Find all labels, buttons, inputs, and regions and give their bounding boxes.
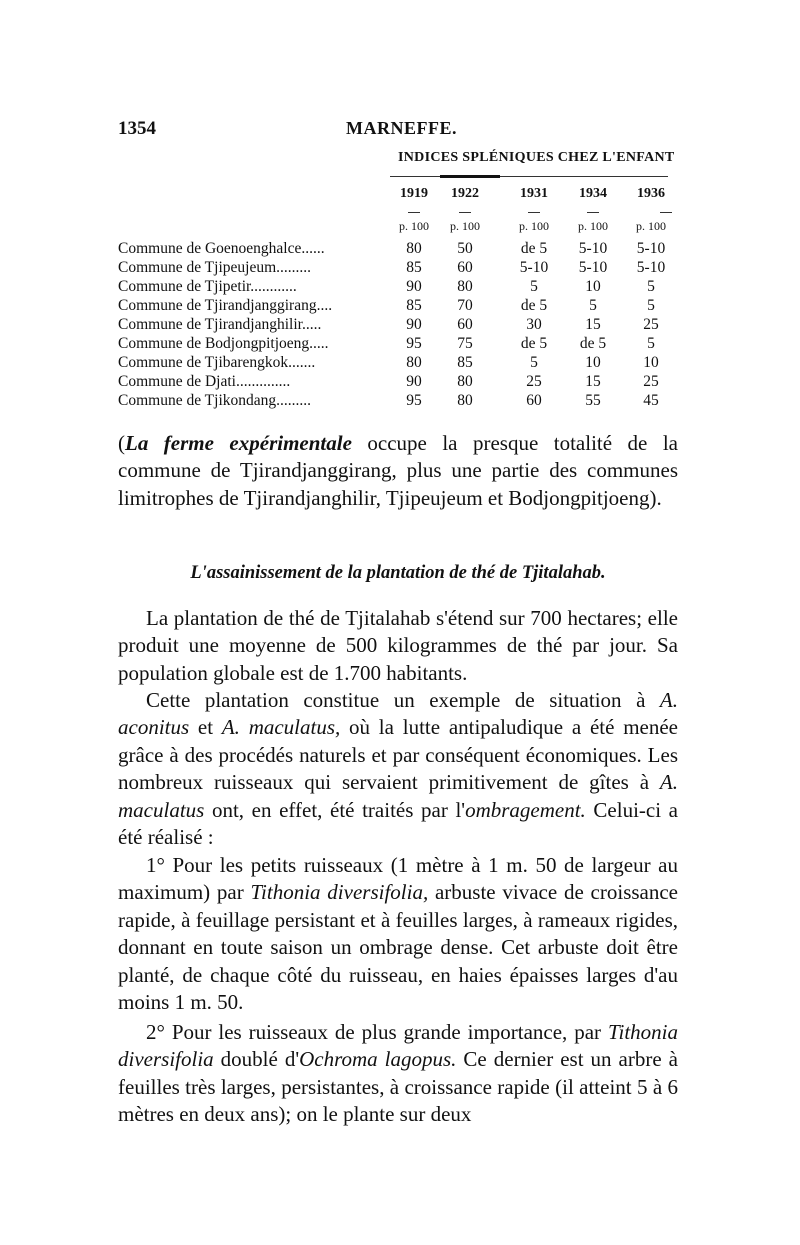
paragraph-4 (118, 1019, 678, 1129)
paragraph-2 (118, 687, 678, 851)
text: ont, en effet, été traités par l' (204, 797, 466, 822)
table-cell: 80 (406, 354, 422, 371)
table-cell: 60 (457, 259, 473, 276)
table-cell: 5 (530, 354, 538, 371)
table-cell: 90 (406, 373, 422, 390)
commune-name: Commune de Tjipetir............ (118, 278, 297, 295)
table-cell: 60 (457, 316, 473, 333)
unit-label: p. 100 (399, 219, 429, 233)
table-cell: 5 (589, 297, 597, 314)
table-row (118, 354, 678, 374)
table-row (118, 278, 678, 298)
species-name: Tithonia diversifolia, (250, 880, 429, 905)
table-cell: 5 (647, 278, 655, 295)
table-cell: 60 (526, 392, 542, 409)
table-row (118, 392, 678, 412)
title-rule (390, 176, 668, 177)
table-cell: 85 (457, 354, 473, 371)
unit-label: p. 100 (519, 219, 549, 233)
paragraph-3 (118, 852, 678, 1016)
table-cell: 5-10 (636, 240, 666, 257)
table-cell: 55 (585, 392, 601, 409)
species-name: Tithonia diversifolia (118, 1020, 678, 1072)
table-cell: 45 (643, 392, 659, 409)
header-dashes (118, 208, 678, 216)
table-row (118, 373, 678, 393)
dash (459, 212, 471, 213)
year-1936: 1936 (637, 186, 665, 201)
year-1922: 1922 (451, 186, 479, 201)
table-row (118, 259, 678, 279)
table-cell: 95 (406, 335, 422, 352)
table-cell: 5 (647, 297, 655, 314)
table-cell: 90 (406, 316, 422, 333)
dash (528, 212, 540, 213)
title-rule-accent (440, 175, 500, 178)
table-cell: 5-10 (519, 259, 549, 276)
paragraph-1: La plantation de thé de Tjitalahab s'étend sur 700 hectares; elle produit une moyenne de 500 kilogrammes de thé par jour. Sa population globale est de 1.700 habitants. (118, 606, 678, 685)
table-year-header (118, 186, 678, 206)
table-cell: 10 (585, 278, 601, 295)
table-cell: 25 (643, 316, 659, 333)
table-row (118, 297, 678, 317)
text: 2° Pour les ruisseaux de plus grande importance, par (146, 1020, 608, 1044)
commune-name: Commune de Bodjongpitjoeng..... (118, 335, 329, 352)
section-title: L'assainissement de la plantation de thé de Tjitalahab. (190, 563, 606, 583)
text: Celui-ci a été réalisé : (118, 797, 679, 850)
table-cell: 30 (526, 316, 542, 333)
table-cell: 70 (457, 297, 473, 314)
commune-name: Commune de Tjirandjanggirang.... (118, 297, 333, 314)
note-italic: La ferme expérimentale (125, 431, 352, 455)
table-row (118, 316, 678, 336)
note-rest: occupe la presque totalité de la commune de Tjirandjanggirang, plus une partie des communes limitrophes de Tjirandjanghilir, Tjipeujeum et Bodjongpitjoeng). (118, 431, 678, 510)
table-cell: de 5 (520, 335, 548, 352)
note-paragraph (118, 430, 678, 512)
text: et (189, 715, 222, 740)
commune-name: Commune de Djati.............. (118, 373, 291, 390)
species-name: Ochroma lagopus. (299, 1047, 457, 1072)
text: doublé d' (213, 1047, 300, 1072)
table-cell: 80 (457, 373, 473, 390)
table-cell: 5-10 (636, 259, 666, 276)
year-1934: 1934 (579, 186, 607, 201)
year-1931: 1931 (520, 186, 548, 201)
page-header (118, 118, 678, 142)
dash (660, 212, 672, 213)
table-cell: 10 (643, 354, 659, 371)
running-title: MARNEFFE. (346, 118, 457, 138)
unit-label: p. 100 (578, 219, 608, 233)
table-cell: 5 (530, 278, 538, 295)
table-cell: 80 (406, 240, 422, 257)
species-name: A. aconitus (118, 688, 678, 740)
text: où la lutte antipaludique a été menée grâce à des procédés naturels et par conséquent économiques. Les nombreux ruisseaux qui servaient primitivement de gîtes à (118, 715, 679, 795)
table-cell: de 5 (520, 297, 548, 314)
table-title: INDICES SPLÉNIQUES CHEZ L'ENFANT (398, 150, 675, 165)
text: Cette plantation constitue un exemple de situation à (146, 688, 660, 712)
table-cell: 80 (457, 392, 473, 409)
emphasis: ombragement. (465, 797, 586, 822)
text: Ce dernier est un arbre à feuilles très larges, persistantes, à croissance rapide (il atteint 5 à 6 mètres en deux ans); on le plante sur deux (118, 1047, 678, 1127)
table-cell: 25 (643, 373, 659, 390)
table-cell: 85 (406, 297, 422, 314)
dash (587, 212, 599, 213)
table-cell: 15 (585, 316, 601, 333)
commune-name: Commune de Tjikondang......... (118, 392, 312, 409)
table-row (118, 335, 678, 355)
table-cell: 90 (406, 278, 422, 295)
note-open: ( (118, 431, 125, 455)
unit-label: p. 100 (450, 219, 480, 233)
dash (408, 212, 420, 213)
text: arbuste vivace de croissance rapide, à feuillage persistant et à feuilles larges, à rameaux rigides, donnant en toute saison un ombrage dense. Cet arbuste doit être planté, de chaque côté du ruisseau, en haies épaisses larges d'au moins 1 m. 50. (118, 880, 679, 1015)
page-number: 1354 (118, 118, 156, 139)
commune-name: Commune de Goenoenghalce...... (118, 240, 325, 257)
table-cell: 80 (457, 278, 473, 295)
text: 1° Pour les petits ruisseaux (1 mètre à 1 m. 50 de largeur au maximum) par (118, 853, 678, 905)
table-cell: 5-10 (578, 259, 608, 276)
table-cell: 75 (457, 335, 473, 352)
table-cell: 10 (585, 354, 601, 371)
table-cell: de 5 (520, 240, 548, 257)
table-cell: 5-10 (578, 240, 608, 257)
year-1919: 1919 (400, 186, 428, 201)
species-name: A. maculatus, (221, 715, 341, 740)
table-cell: 85 (406, 259, 422, 276)
table-cell: de 5 (579, 335, 607, 352)
table-cell: 15 (585, 373, 601, 390)
table-cell: 5 (647, 335, 655, 352)
table-cell: 95 (406, 392, 422, 409)
commune-name: Commune de Tjipeujeum......... (118, 259, 312, 276)
unit-label: p. 100 (636, 219, 666, 233)
commune-name: Commune de Tjirandjanghilir..... (118, 316, 322, 333)
table-cell: 25 (526, 373, 542, 390)
table-row (118, 240, 678, 260)
table-cell: 50 (457, 240, 473, 257)
species-name: A. maculatus (118, 770, 678, 822)
commune-name: Commune de Tjibarengkok....... (118, 354, 316, 371)
table-unit-header (118, 219, 678, 239)
